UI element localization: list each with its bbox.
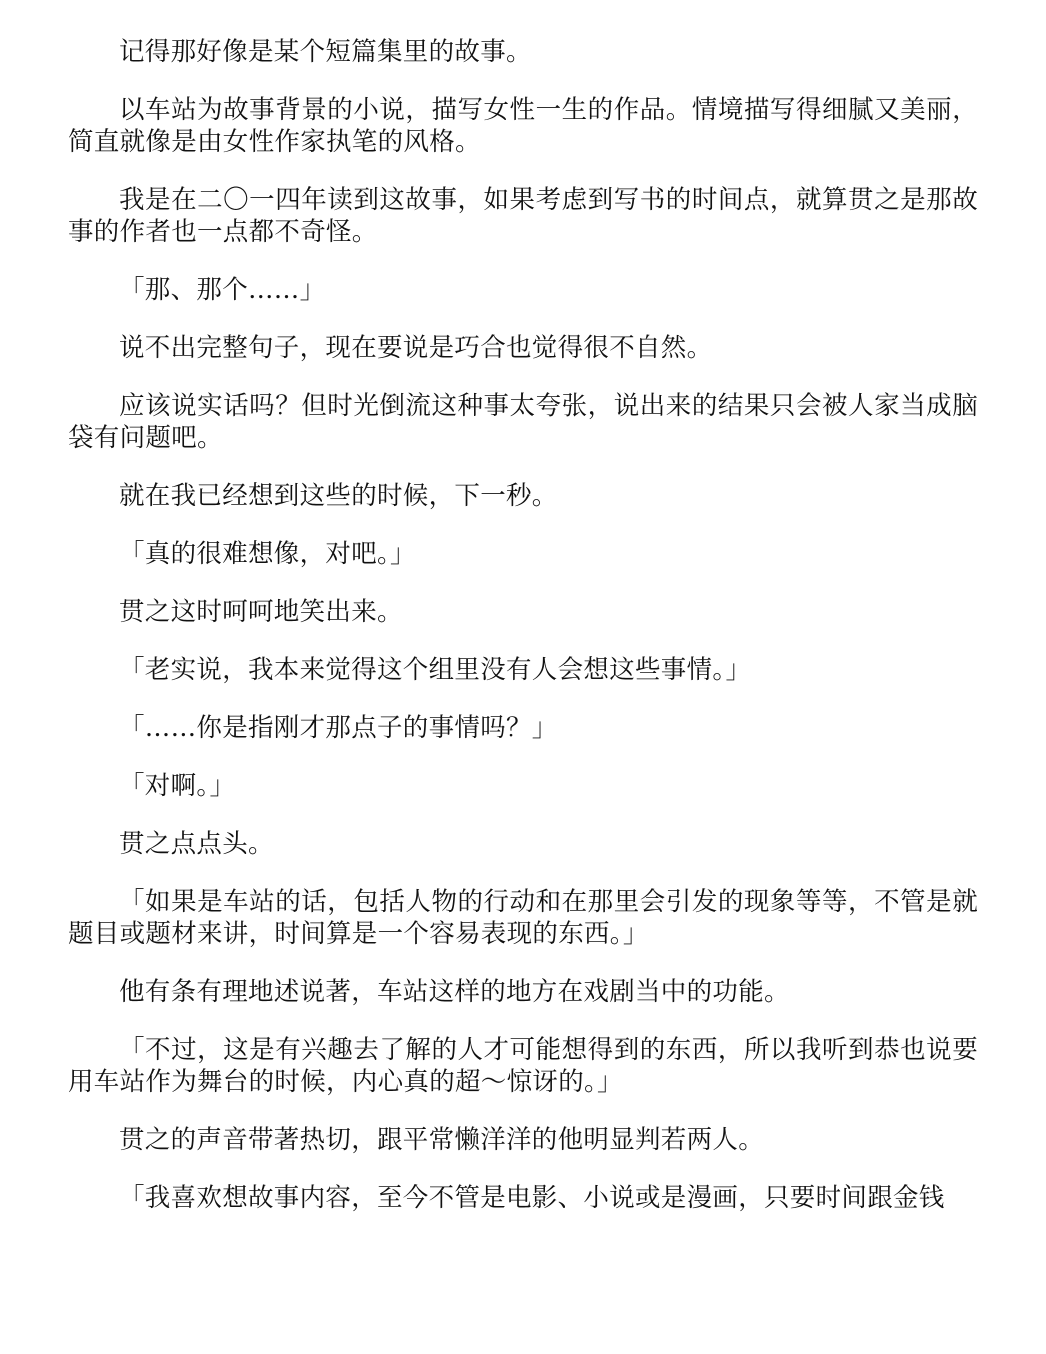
paragraph: 「老实说，我本来觉得这个组里没有人会想这些事情。」 — [119, 655, 752, 685]
paragraph: 就在我已经想到这些的时候，下一秒。 — [119, 481, 558, 511]
document-page — [68, 36, 978, 1240]
paragraph: 以车站为故事背景的小说，描写女性一生的作品。情境描写得细腻又美丽，简直就像是由女性作家执笔的风格。 — [68, 95, 978, 157]
paragraph: 「我喜欢想故事内容，至今不管是电影、小说或是漫画，只要时间跟金钱 — [119, 1183, 945, 1213]
paragraph: 「那、那个……」 — [119, 275, 326, 305]
paragraph: 贯之的声音带著热切，跟平常懒洋洋的他明显判若两人。 — [119, 1125, 765, 1155]
paragraph: 「不过，这是有兴趣去了解的人才可能想得到的东西，所以我听到恭也说要用车站作为舞台的时候，内心真的超～惊讶的。」 — [68, 1035, 978, 1097]
paragraph: 我是在二〇一四年读到这故事，如果考虑到写书的时间点，就算贯之是那故事的作者也一点都不奇怪。 — [68, 185, 978, 247]
paragraph: 说不出完整句子，现在要说是巧合也觉得很不自然。 — [119, 333, 713, 363]
paragraph: 「真的很难想像，对吧。」 — [119, 539, 416, 569]
paragraph: 「……你是指刚才那点子的事情吗？」 — [119, 713, 558, 743]
paragraph: 「如果是车站的话，包括人物的行动和在那里会引发的现象等等，不管是就题目或题材来讲，时间算是一个容易表现的东西。」 — [68, 887, 978, 949]
paragraph: 他有条有理地述说著，车站这样的地方在戏剧当中的功能。 — [119, 977, 790, 1007]
paragraph: 「对啊。」 — [119, 771, 236, 801]
paragraph: 记得那好像是某个短篇集里的故事。 — [119, 37, 532, 67]
paragraph: 贯之这时呵呵地笑出来。 — [119, 597, 403, 627]
paragraph: 应该说实话吗？但时光倒流这种事太夸张，说出来的结果只会被人家当成脑袋有问题吧。 — [68, 391, 978, 453]
paragraph: 贯之点点头。 — [119, 829, 274, 859]
